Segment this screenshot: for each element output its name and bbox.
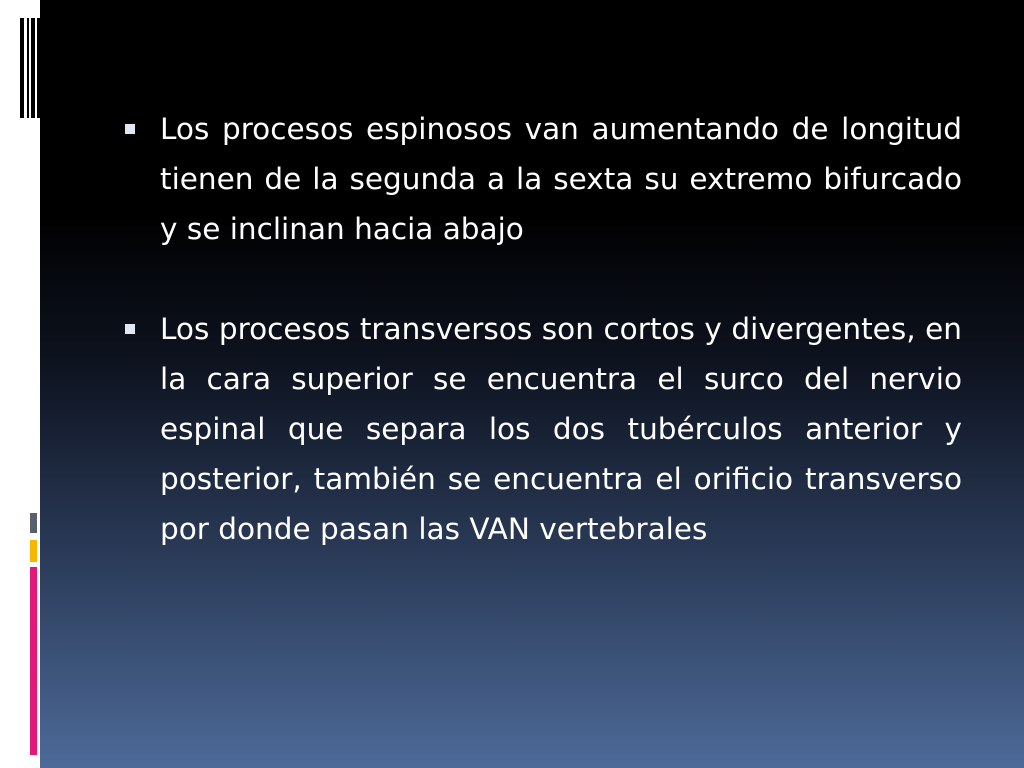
decor-stripe (37, 18, 40, 118)
decor-stripe (31, 18, 35, 118)
bullet-text: Los procesos transversos son cortos y divergentes, en la cara superior se encuentra el surco del nervio espinal que separa los dos tubérculos anterior y posterior, también se encuentra el orificio transverso por donde pasan las VAN vertebrales (160, 312, 962, 546)
decor-stripe (27, 18, 29, 118)
accent-gray (30, 513, 37, 533)
decor-stripe (20, 18, 24, 118)
square-bullet-icon (125, 324, 135, 334)
bullet-text: Los procesos espinosos van aumentando de longitud tienen de la segunda a la sexta su extremo bifurcado y se inclinan hacia abajo (160, 112, 962, 246)
accent-pink (30, 567, 37, 755)
bullet-item (120, 304, 962, 554)
accent-yellow (30, 540, 37, 562)
square-bullet-icon (125, 124, 135, 134)
slide-content (120, 104, 962, 604)
bullet-item (120, 104, 962, 254)
